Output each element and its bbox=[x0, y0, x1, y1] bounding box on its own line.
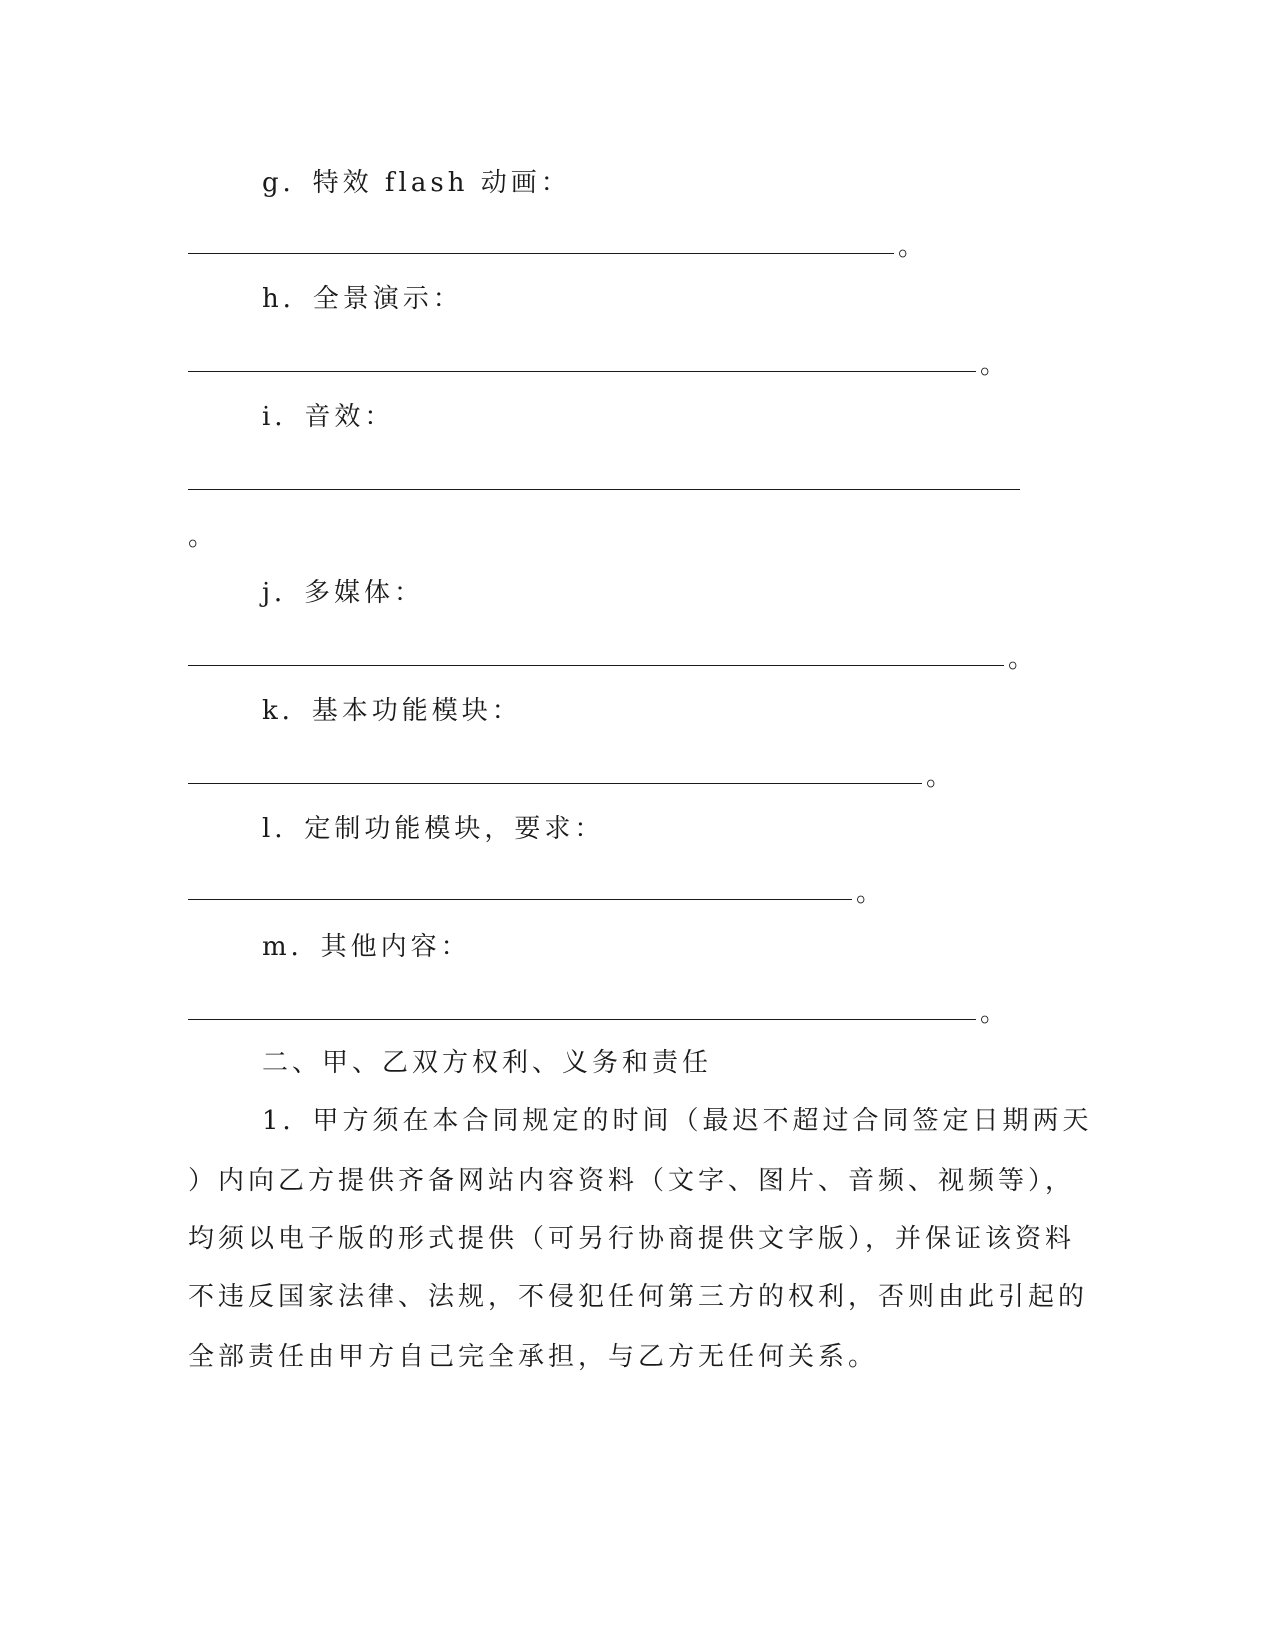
blank-row-h bbox=[188, 344, 1006, 378]
blank-row-g bbox=[188, 226, 924, 260]
blank-period: 。 bbox=[980, 998, 1007, 1028]
blank-row-k bbox=[188, 756, 952, 790]
blank-period: 。 bbox=[898, 232, 925, 262]
blank-period: 。 bbox=[1008, 644, 1035, 674]
item-label-g: g．特效 flash 动画： bbox=[262, 168, 571, 198]
fill-in-blank-line bbox=[188, 898, 852, 900]
blank-row-i bbox=[188, 462, 1020, 496]
wrapped-period: 。 bbox=[188, 522, 215, 552]
fill-in-blank-line bbox=[188, 370, 976, 372]
item-label-j: j．多媒体： bbox=[262, 578, 425, 608]
paragraph-line: 不违反国家法律、法规，不侵犯任何第三方的权利，否则由此引起的 bbox=[188, 1282, 1089, 1312]
blank-row-l bbox=[188, 872, 882, 906]
fill-in-blank-line bbox=[188, 664, 1004, 666]
paragraph-line: 均须以电子版的形式提供（可另行协商提供文字版），并保证该资料 bbox=[188, 1224, 1076, 1254]
item-label-k: k．基本功能模块： bbox=[262, 696, 522, 726]
item-label-m: m．其他内容： bbox=[262, 932, 471, 962]
fill-in-blank-line bbox=[188, 488, 1020, 490]
fill-in-blank-line bbox=[188, 782, 922, 784]
paragraph-line: 全部责任由甲方自己完全承担，与乙方无任何关系。 bbox=[188, 1342, 879, 1372]
blank-row-m bbox=[188, 992, 1006, 1026]
blank-period: 。 bbox=[856, 878, 883, 908]
fill-in-blank-line bbox=[188, 252, 894, 254]
item-label-h: h．全景演示： bbox=[262, 284, 463, 314]
blank-row-j bbox=[188, 638, 1034, 672]
section-heading: 二、甲、乙双方权利、义务和责任 bbox=[262, 1048, 713, 1078]
blank-period: 。 bbox=[926, 762, 953, 792]
item-label-i: i．音效： bbox=[262, 402, 395, 432]
fill-in-blank-line bbox=[188, 1018, 976, 1020]
paragraph-line: ）内向乙方提供齐备网站内容资料（文字、图片、音频、视频等）， bbox=[188, 1166, 1076, 1196]
paragraph-line: 1．甲方须在本合同规定的时间（最迟不超过合同签定日期两天 bbox=[262, 1106, 1093, 1136]
item-label-l: l．定制功能模块，要求： bbox=[262, 814, 605, 844]
blank-period: 。 bbox=[980, 350, 1007, 380]
